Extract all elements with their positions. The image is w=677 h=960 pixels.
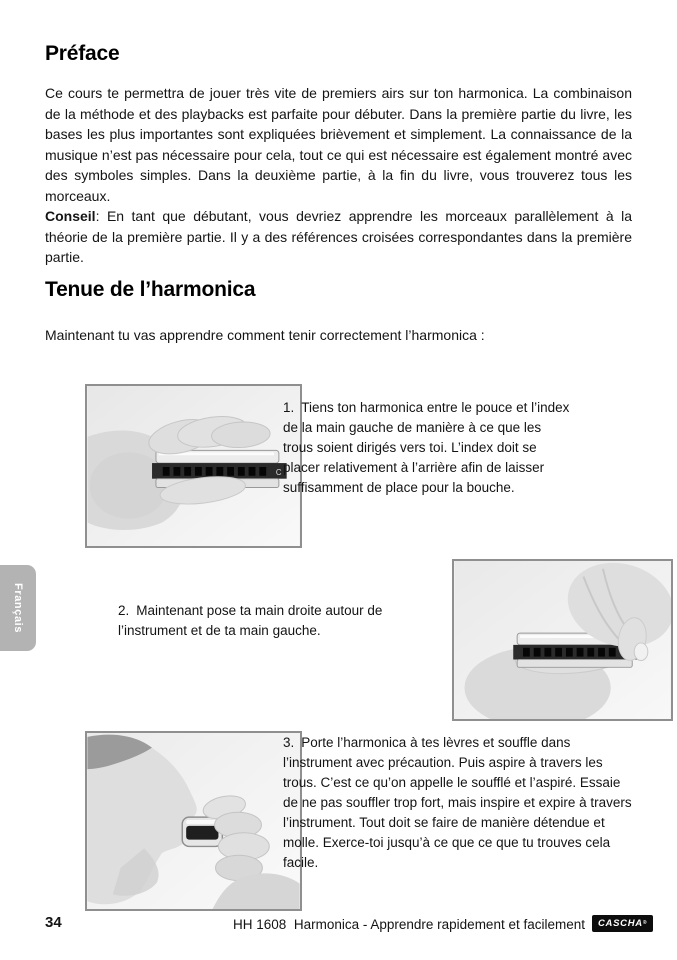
language-tab-francais — [0, 565, 36, 651]
step-3-number: 3. — [283, 735, 295, 750]
photo-step1 — [85, 384, 302, 548]
section-title: Tenue de l’harmonica — [45, 278, 256, 301]
conseil-text: : En tant que débutant, vous devriez apprendre les morceaux parallèlement à la théorie de la première partie. Il y a des références croisées correspondantes dans la première partie. — [45, 208, 632, 265]
conseil-paragraph — [45, 206, 632, 268]
blowing-illustration — [87, 733, 300, 909]
photo-step3 — [85, 731, 302, 911]
step-1-text: Tiens ton harmonica entre le pouce et l’index de la main gauche de manière à ce que les trous soient dirigés vers toi. L’index doit se placer relativement à l’arrière afin de laisser suffisamment de place pour la bouche. — [283, 400, 570, 495]
two-hands-illustration — [454, 561, 671, 719]
step-3 — [283, 733, 633, 873]
step-2-text: Maintenant pose ta main droite autour de l’instrument et de ta main gauche. — [118, 603, 383, 638]
step-2 — [118, 601, 413, 641]
product-code: HH 1608 — [233, 917, 287, 932]
thumbnail — [634, 643, 648, 661]
brand-name: CASCHA — [598, 918, 643, 929]
book-title: Harmonica - Apprendre rapidement et facilement — [293, 917, 585, 932]
registered-mark: ® — [642, 920, 648, 926]
page-title: Préface — [45, 42, 120, 65]
language-tab-label: Français — [12, 582, 24, 634]
harmonica-key-label: C — [275, 467, 282, 477]
intro-block — [45, 83, 632, 268]
section-intro: Maintenant tu vas apprendre comment tenir correctement l’harmonica : — [45, 327, 485, 343]
step-3-text: Porte l’harmonica à tes lèvres et souffle dans l’instrument avec précaution. Puis aspire à travers les trous. C’est ce qu’on appelle le soufflé et l’aspiré. Essaie de ne pas souffler trop fort, mais inspire et expire à travers l’instrument. Tout doit se faire de manière détendue et molle. Exerce-toi jusqu’à ce que ce que tu trouves cela facile. — [283, 735, 632, 870]
intro-paragraph: Ce cours te permettra de jouer très vite de premiers airs sur ton harmonica. La combinaison de la méthode et des playbacks est parfaite pour débuter. Dans la première partie du livre, les bases les plus importantes sont expliquées brièvement et simplement. La connaissance de la musique n’est pas nécessaire pour cela, tout ce qui est nécessaire est également montré avec des symboles simples. Dans la deuxième partie, à la fin du livre, vous trouverez tous les morceaux. — [45, 85, 632, 204]
hand-harmonica-illustration — [87, 386, 300, 546]
brand-logo — [592, 915, 653, 932]
page-number: 34 — [45, 914, 62, 931]
conseil-label: Conseil — [45, 208, 96, 224]
step-1-number: 1. — [283, 400, 295, 415]
photo-step2 — [452, 559, 673, 721]
step-1 — [283, 398, 571, 498]
step-2-number: 2. — [118, 603, 130, 618]
